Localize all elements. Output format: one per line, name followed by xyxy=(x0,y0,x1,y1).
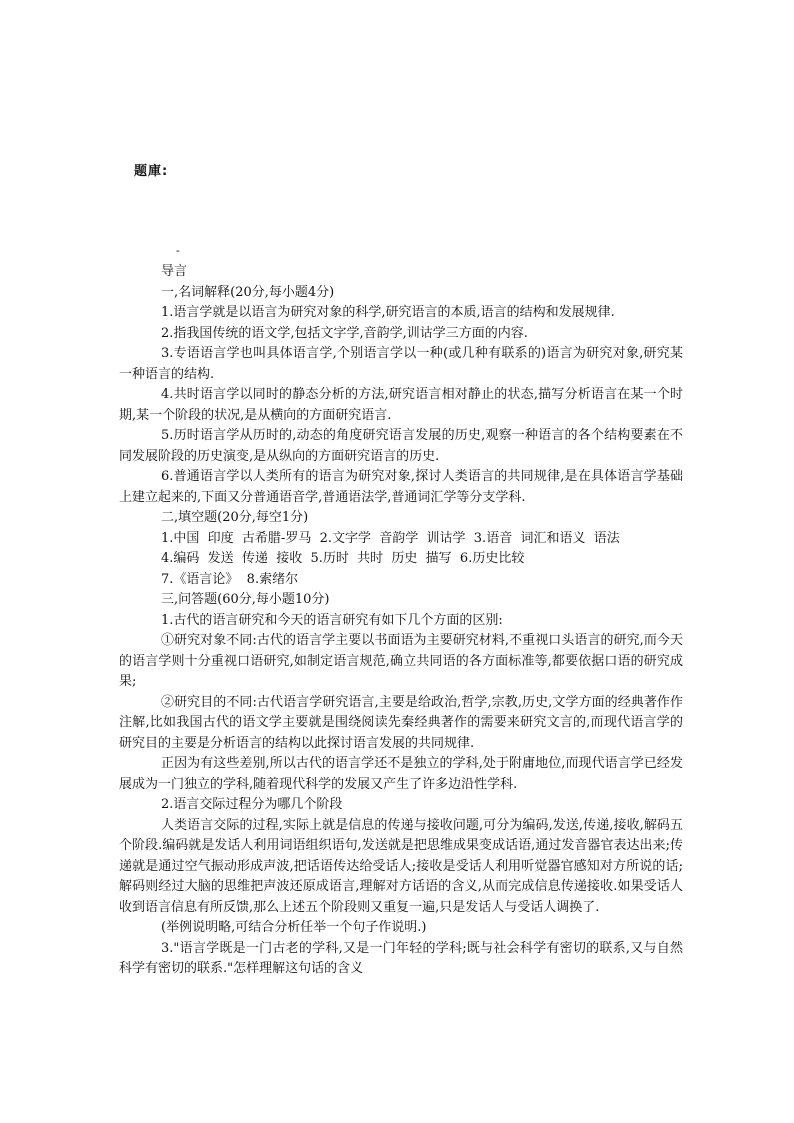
paragraph: 人类语言交际的过程,实际上就是信息的传递与接收问题,可分为编码,发送,传递,接收,解码五个阶段.编码就是发话人利用词语组织语句,发送就是把思维成果变成话语,通过发音器官表达出来;传递就是通过空气振动形成声波,把话语传达给受话人;接收是受话人利用听觉器官感知对方所说的话;解码则经过大脑的思维把声波还原成语言,理解对方话语的含义,从而完成信息传递接收.如果受话人收到语言信息有所反馈,那么上述五个阶段则又重复一遍,只是发话人与受话人调换了. xyxy=(119,817,683,915)
section-heading-questions: 三,问答题(60分,每小题10分) xyxy=(161,592,330,607)
paragraph: 1.古代的语言研究和今天的语言研究有如下几个方面的区别: xyxy=(161,612,503,628)
answer-line: 7.《语言论》 8.索绪尔 xyxy=(161,571,299,587)
paragraph: 6.普通语言学以人类所有的语言为研究对象,探讨人类语言的共同规律,是在具体语言学基础上建立起来的,下面又分普通语音学,普通语法学,普通词汇学等分支学科. xyxy=(119,469,683,505)
paragraph: (举例说明略,可结合分析任举一个句子作说明.) xyxy=(161,920,427,935)
paragraph: 2.指我国传统的语文学,包括文字学,音韵学,训诂学三方面的内容. xyxy=(161,325,528,341)
answer-line: 4.编码 发送 传递 接收 5.历时 共时 历史 描写 6.历史比较 xyxy=(161,551,525,566)
separator-dash: - xyxy=(176,244,180,257)
paragraph: ①研究对象不同:古代的语言学主要以书面语为主要研究材料,不重视口头语言的研究,而今天的语言学则十分重视口语研究,如制定语言规范,确立共同语的各方面标准等,都要依据口语的研究成果; xyxy=(119,633,683,689)
paragraph: 1.语言学就是以语言为研究对象的科学,研究语言的本质,语言的结构和发展规律. xyxy=(161,305,615,320)
document-body xyxy=(119,262,683,980)
answer-line: 1.中国 印度 古希腊-罗马 2.文字学 音韵学 训诂学 3.语音 词汇和语义 语法 xyxy=(161,530,620,546)
paragraph: 4.共时语言学以同时的静态分析的方法,研究语言相对静止的状态,描写分析语言在某一个时期,某一个阶段的状况,是从横向的方面研究语言. xyxy=(119,387,683,423)
paragraph: 3."语言学既是一门古老的学科,又是一门年轻的学科;既与社会科学有密切的联系,又与自然科学有密切的联系."怎样理解这句话的含义 xyxy=(119,940,683,976)
section-heading-definitions: 一,名词解释(20分,每小题4分) xyxy=(161,284,335,300)
section-title: 导言 xyxy=(161,264,188,279)
question-bank-label: 题庫: xyxy=(134,164,169,179)
paragraph: 2.语言交际过程分为哪几个阶段 xyxy=(161,797,343,812)
paragraph: 3.专语语言学也叫具体语言学,个别语言学以一种(或几种有联系的)语言为研究对象,研究某一种语言的结构. xyxy=(119,346,683,382)
paragraph: 正因为有这些差别,所以古代的语言学还不是独立的学科,处于附庸地位,而现代语言学已经发展成为一门独立的学科,随着现代科学的发展又产生了许多边沿性学科. xyxy=(119,756,683,792)
paragraph: 5.历时语言学从历时的,动态的角度研究语言发展的历史,观察一种语言的各个结构要素在不同发展阶段的历史演变,是从纵向的方面研究语言的历史. xyxy=(119,428,683,464)
section-heading-fill-blank: 二,填空题(20分,每空1分) xyxy=(161,510,309,525)
paragraph: ②研究目的不同:古代语言学研究语言,主要是给政治,哲学,宗教,历史,文学方面的经典著作作注解,比如我国古代的语文学主要就是围绕阅读先秦经典著作的需要来研究文言的,而现代语言学的研究目的主要是分析语言的结构以此探讨语言发展的共同规律. xyxy=(119,694,683,751)
